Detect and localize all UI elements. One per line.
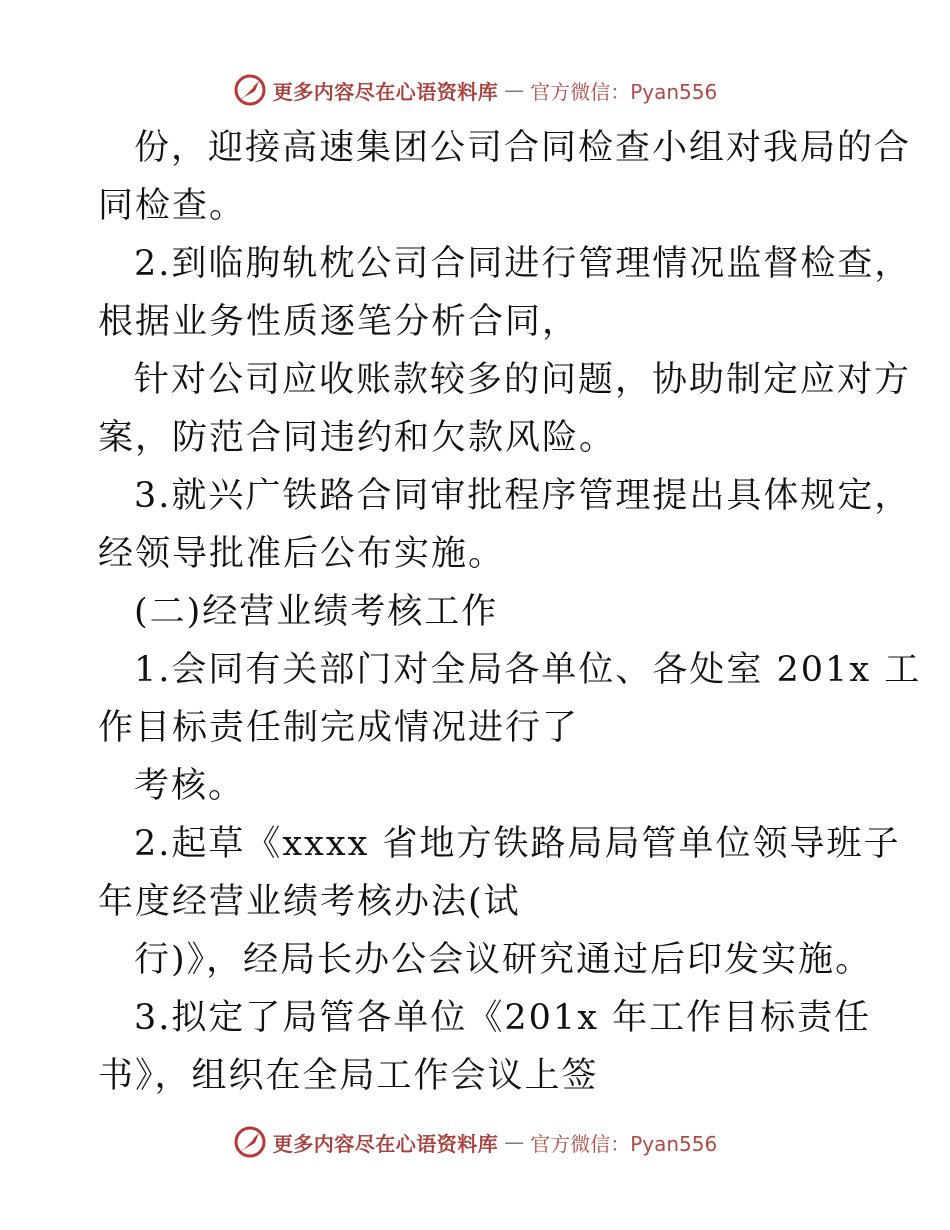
text-line: 根据业务性质逐笔分析合同， [98,302,580,342]
text-line: 书》，组织在全局工作会议上签 [98,1056,599,1096]
banner-text: 更多内容尽在心语资料库 [272,1131,499,1156]
text-line: 经领导批准后公布实施。 [98,534,506,574]
text-line: 案，防范合同违约和欠款风险。 [98,418,617,458]
quill-logo-icon [233,1125,267,1159]
text-line: 行)》，经局长办公会议研究通过后印发实施。 [134,940,873,980]
text-line: 3.就兴广铁路合同审批程序管理提出具体规定， [134,476,912,516]
banner-text: 更多内容尽在心语资料库 [272,79,499,104]
banner-dash: — [504,78,525,102]
text-line: 同检查。 [98,186,247,226]
text-line: 年度经营业绩考核办法(试 [98,882,521,922]
text-line: 针对公司应收账款较多的问题，协助制定应对方 [134,360,912,400]
section-heading: (二)经营业绩考核工作 [134,592,499,632]
text-line: 2.到临朐轨枕公司合同进行管理情况监督检查， [134,244,912,284]
text-line: 份，迎接高速集团公司合同检查小组对我局的合 [134,128,912,168]
text-line: 2.起草《xxxx 省地方铁路局局管单位领导班子 [134,824,901,864]
text-line: 3.拟定了局管各单位《201x 年工作目标责任 [134,998,872,1038]
text-line: 作目标责任制完成情况进行了 [98,708,580,748]
banner-contact: 官方微信：Pyan556 [530,1131,718,1156]
banner-dash: — [504,1130,525,1154]
text-line: 1.会同有关部门对全局各单位、各处室 201x 工 [134,650,922,690]
footer-banner [0,1122,950,1162]
banner-contact: 官方微信：Pyan556 [530,79,718,104]
text-line: 考核。 [134,766,246,806]
